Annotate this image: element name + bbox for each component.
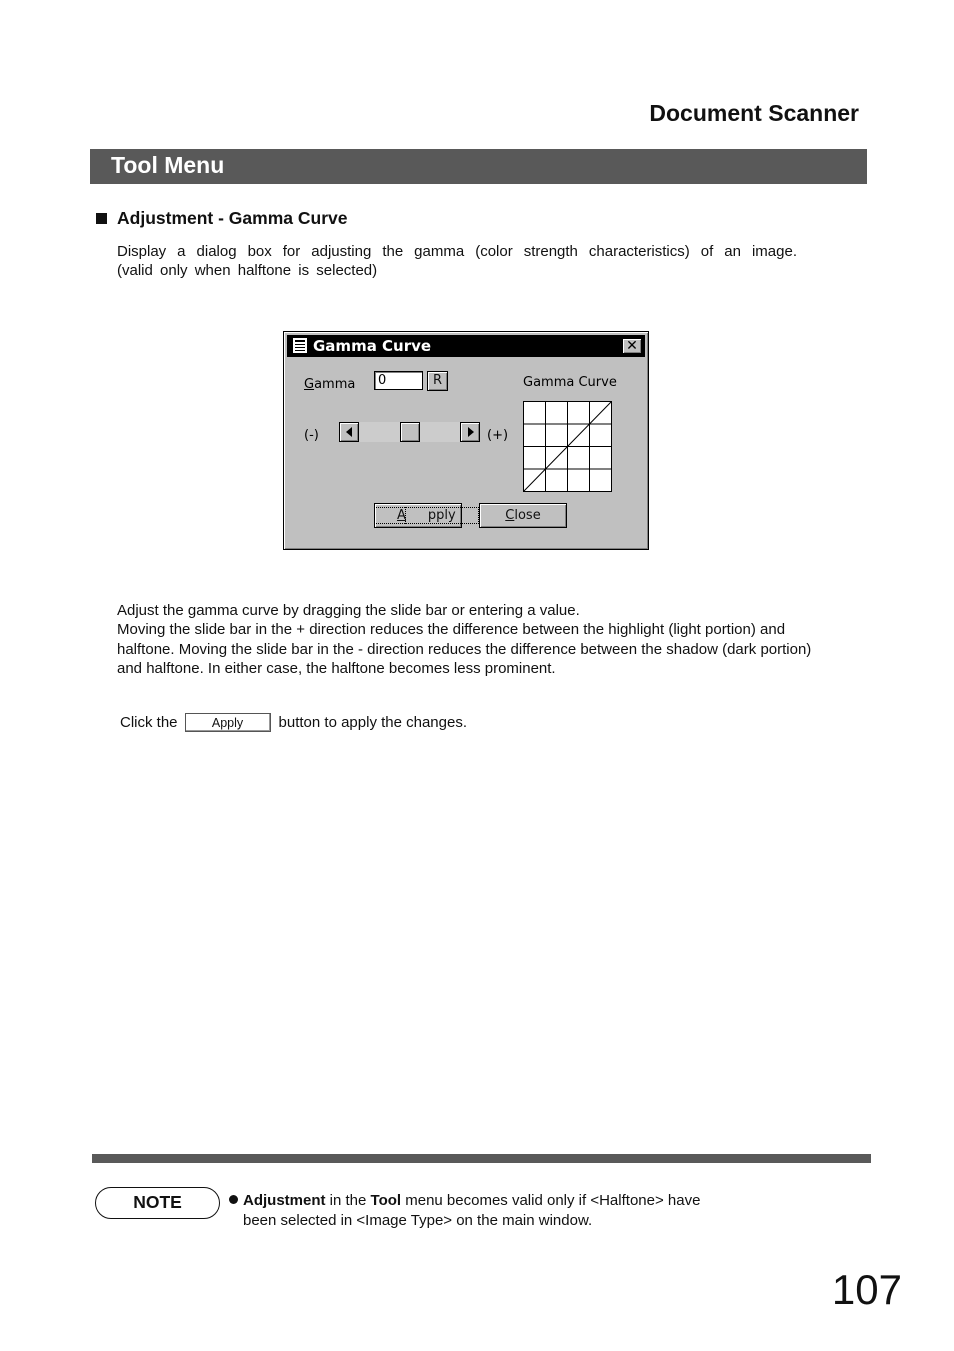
dialog-app-icon [293,338,307,353]
note-bold-tool: Tool [370,1192,402,1209]
instructions-line-1: Adjust the gamma curve by dragging the slide bar or entering a value. [117,602,580,619]
gamma-curve-graph [523,401,612,492]
slider-left-arrow-button[interactable] [339,422,359,442]
close-mnemonic: C [505,508,515,523]
note-line-2: been selected in <Image Type> on the main window. [243,1211,593,1229]
click-prefix: Click the [120,714,178,731]
close-icon[interactable]: ✕ [622,338,642,354]
apply-mnemonic: A [397,508,406,523]
document-title: Document Scanner [649,100,859,126]
instructions-line-3: halftone. Moving the slide bar in the - direction reduces the difference between the shadow (dark portion) [117,640,812,658]
note-bold-adjustment: Adjustment [243,1192,326,1209]
gamma-label-mnemonic: G [304,377,315,392]
instructions-line-2: Moving the slide bar in the + direction reduces the difference between the highlight (light portion) and [117,621,786,639]
instructions-line-4: and halftone. In either case, the halftone becomes less prominent. [117,659,556,677]
click-apply-instruction [120,713,467,732]
close-button[interactable] [479,503,567,528]
subsection-heading [96,208,347,229]
gamma-curve-dialog [283,331,649,550]
slider-thumb[interactable] [400,422,420,442]
reset-button[interactable]: R [427,371,448,391]
slider-right-arrow-button[interactable] [460,422,480,442]
intro-line-1: Display a dialog box for adjusting the gamma (color strength characteristics) of an image. [117,243,797,260]
gamma-label-rest: amma [314,377,356,392]
section-title: Tool Menu [111,152,225,178]
square-bullet-icon [96,213,107,224]
note-badge: NOTE [95,1187,220,1219]
close-label-rest: lose [514,508,541,523]
bullet-icon [229,1195,238,1204]
intro-paragraph [117,242,797,281]
inline-apply-button: Apply [185,713,271,732]
gamma-slider[interactable] [339,422,480,442]
click-suffix: button to apply the changes. [278,714,468,731]
gamma-curve-label: Gamma Curve [523,375,617,390]
slider-track[interactable] [359,422,460,442]
apply-button[interactable] [374,503,462,528]
note-text-1: in the [325,1192,371,1209]
page-number: 107 [831,1266,902,1313]
gamma-value-input[interactable]: 0 [374,371,423,390]
subsection-title: Adjustment - Gamma Curve [117,208,348,228]
instructions-paragraph [117,601,862,678]
minus-label: (-) [304,428,319,443]
intro-line-2: (valid only when halftone is selected) [117,262,378,280]
note-text [229,1191,700,1230]
left-arrow-icon [346,427,352,437]
note-line-1 [229,1191,700,1211]
section-header-bar [90,149,867,184]
dialog-title: Gamma Curve [313,337,432,355]
dialog-titlebar[interactable] [287,335,645,357]
gamma-label [304,377,355,392]
apply-label-rest: pply [406,508,478,523]
bottom-divider [92,1154,871,1163]
right-arrow-icon [468,427,474,437]
note-text-2: menu becomes valid only if <Halftone> have [401,1192,701,1209]
plus-label: (+) [487,428,509,443]
